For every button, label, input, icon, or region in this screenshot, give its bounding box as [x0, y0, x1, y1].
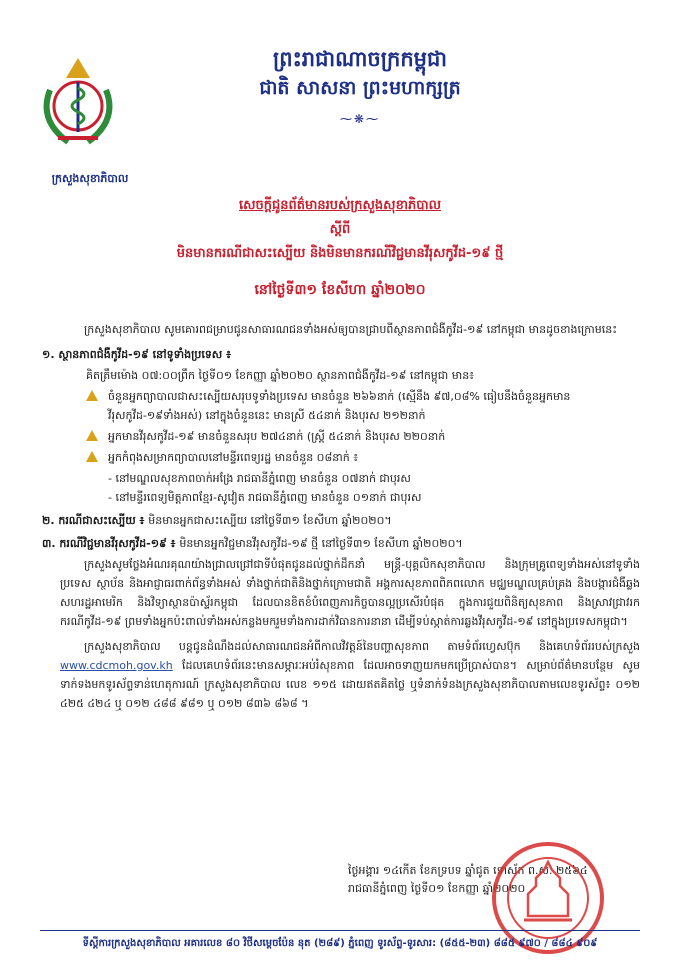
section-1-heading: ១. ស្ថានភាពជំងឺកូវីដ-១៩ នៅទូទាំងប្រទេស ៖ [42, 348, 231, 361]
sub-item-2: - នៅមន្ទីរពេទ្យមិត្តភាពខ្មែរ-សូវៀត រាជធានីភ្នំពេញ មានចំនួន ០១នាក់ ជាបុរស [108, 491, 422, 504]
gregorian-date: រាជធានីភ្នំពេញ ថ្ងៃទី០១ ខែកញ្ញា ឆ្នាំ២០២០ [348, 882, 526, 895]
section-3 [42, 534, 640, 553]
title-line-2: ស្ដីពី [329, 222, 351, 237]
list-item: អ្នកកំពុងសម្រាកព្យាបាលនៅមន្ទីរពេទ្យរដ្ឋ មានចំនួន ០៨នាក់ ៖ [86, 448, 640, 467]
sub-item-1: - នៅមណ្ឌលសុខភាពចាក់អង្រែ រាជធានីភ្នំពេញ មានចំនួន ០៧នាក់ ជាបុរស [108, 472, 411, 485]
intro-paragraph: ក្រសួងសុខាភិបាល សូមគោរពជម្រាបជូនសាធារណជនទាំងអស់ឲ្យបានជ្រាបពីស្ថានភាពជំងឺកូវីដ-១៩ នៅកម្ពុជា មានដូចខាងក្រោមនេះ [84, 323, 618, 336]
document-title [80, 194, 600, 302]
section-1-bullets [60, 387, 640, 467]
triangle-bullet-icon [86, 451, 98, 462]
kingdom-line-1: ព្រះរាជាណាចក្រកម្ពុជា [272, 47, 447, 71]
section-1-lead: គិតត្រឹមម៉ោង ០៧:០០ព្រឹក ថ្ងៃទី០១ ខែកញ្ញា ឆ្នាំ២០២០ ស្ថានភាពជំងឺកូវីដ-១៩ នៅកម្ពុជា មាន៖ [86, 369, 475, 382]
list-item: អ្នកមានវីរុសកូវីដ-១៩ មានចំនួនសរុប ២៧៤នាក់ (ស្ត្រី ៥៤នាក់ និងបុរស ២២០នាក់ [86, 427, 640, 446]
section-2 [42, 511, 640, 530]
triangle-bullet-icon [86, 390, 98, 401]
list-item: ចំនួនអ្នកព្យាបាលជាសះស្បើយសរុបទូទាំងប្រទេស មានចំនួន ២៦៦នាក់ (ស្មើនឹង ៩៧,០៨% ធៀបនឹងចំនួនអ្នកមានវីរុសកូវីដ-១៩ទាំងអស់) នៅក្នុងចំនួននេះ មានស្រី ៥៤នាក់ និងបុរស ២១២នាក់ [86, 387, 640, 425]
section-2-text: មិនមានអ្នកជាសះស្បើយ នៅថ្ងៃទី៣១ ខែសីហា ឆ្នាំ២០២០។ [148, 514, 392, 527]
thanks-paragraph: ក្រសួងសូមថ្លែងអំណរគុណយ៉ាងជ្រាលជ្រៅជាទីបំផុតជូនដល់ថ្នាក់ដឹកនាំ មន្ត្រី-បុគ្គលិកសុខាភិបាល និងក្រុមគ្រូពេទ្យទាំងអស់នៅទូទាំងប្រទេស ស្ថាប័ន និងអាជ្ញាធរពាក់ព័ន្ធទាំងអស់ ទាំងថ្នាក់ជាតិនិងថ្នាក់ក្រោមជាតិ អង្គការសុខភាពពិភពលោក មជ្ឈមណ្ឌលគ្រប់គ្រង និងបង្ការជំងឺឆ្លងសហរដ្ឋអាមេរិក និងវិទ្យាស្ថានប៉ាស្ទ័រកម្ពុជា ដែលបានខិតខំបំពេញភារកិច្ចបានល្អប្រសើរបំផុត ក្នុងការជួយពិនិត្យសុខភាព និងស្រាវជ្រាវរកករណីកូវីដ-១៩ ព្រមទាំងអ្នកប៉ះពាល់ទាំងអស់កន្លងមករួមទាំងការដាក់វិធានការនានា ដើម្បីទប់ស្កាត់ការឆ្លងវីរុសកូវីដ-១៩ នៅក្នុងប្រទេសកម្ពុជា។ [60, 558, 640, 628]
document-body [42, 320, 640, 719]
section-2-heading: ២. ករណីជាសះស្បើយ ៖ [42, 514, 145, 527]
kingdom-header [170, 44, 550, 126]
section-3-text: មិនមានអ្នកវិជ្ជមានវីរុសកូវីដ-១៩ ថ្មី នៅថ្ងៃទី៣១ ខែសីហា ឆ្នាំ២០២០។ [179, 537, 463, 550]
ministry-logo-icon [28, 50, 128, 150]
info-paragraph: ក្រសួងសុខាភិបាល បន្តជូនដំណឹងដល់សាធារណជនអំពីកាលវិវត្តន៍នៃបញ្ហាសុខភាព តាមទំព័រហ្វេសប៊ុក និងគេហទំព័ររបស់ក្រសួង www.cdcmoh.gov.kh ដែលគេហទំព័រនេះមានសម្ភារៈអប់រំសុខភាព ដែលអាចទាញយកមកប្រើប្រាស់បាន។ សម្រាប់ព័ត៌មានបន្ថែម សូមទាក់ទងមកទូរស័ព្ទទាន់ហេតុការណ៍ ក្រសួងសុខាភិបាល លេខ ១១៥ ដោយឥតគិតថ្លៃ ឬទំនាក់ទំនងក្រសួងសុខាភិបាលតាមលេខទូរស័ព្ទ៖ ០១២ ៤២៥ ៤២៤ ឬ ០១២ ៤៨៨ ៩៨១ ឬ ០១២ ៨៣៦ ៨៦៨ ។ [60, 640, 640, 710]
section-3-heading: ៣. ករណីវិជ្ជមានវីរុសកូវីដ-១៩ ៖ [42, 537, 176, 550]
triangle-bullet-icon [86, 430, 98, 441]
ministry-name: ក្រសួងសុខាភិបាល [51, 172, 129, 185]
title-line-1: សេចក្ដីជូនព័ត៌មានរបស់ក្រសួងសុខាភិបាល [239, 198, 441, 213]
title-date: នៅថ្ងៃទី៣១ ខែសីហា ឆ្នាំ២០២០ [254, 282, 426, 298]
kingdom-line-2: ជាតិ សាសនា ព្រះមហាក្សត្រ [259, 77, 461, 99]
ornament: ⁓❋⁓ [339, 112, 381, 126]
title-line-3: មិនមានករណីជាសះស្បើយ និងមិនមានករណីវិជ្ជមានវីរុសកូវីដ-១៩ ថ្មី [176, 246, 504, 261]
website-link[interactable]: www.cdcmoh.gov.kh [60, 659, 173, 672]
lunar-date: ថ្ងៃអង្គារ ១៤កើត ខែភទ្របទ ឆ្នាំជូត ទោស័ក ព.ស. ២៥៦៤ [348, 864, 588, 877]
footer-divider [40, 930, 640, 931]
footer-address: ទីស្ដីការក្រសួងសុខាភិបាល អគារលេខ ៨០ វិថីសម្ដេចប៉ែន នុត (២៨៩) ភ្នំពេញ ទូរស័ព្ទ-ទូរសារ: (៨៥៥-២៣) ៨៨៥ ៩៧០ / ៨៨៤ ៩០៩ [82, 938, 598, 949]
